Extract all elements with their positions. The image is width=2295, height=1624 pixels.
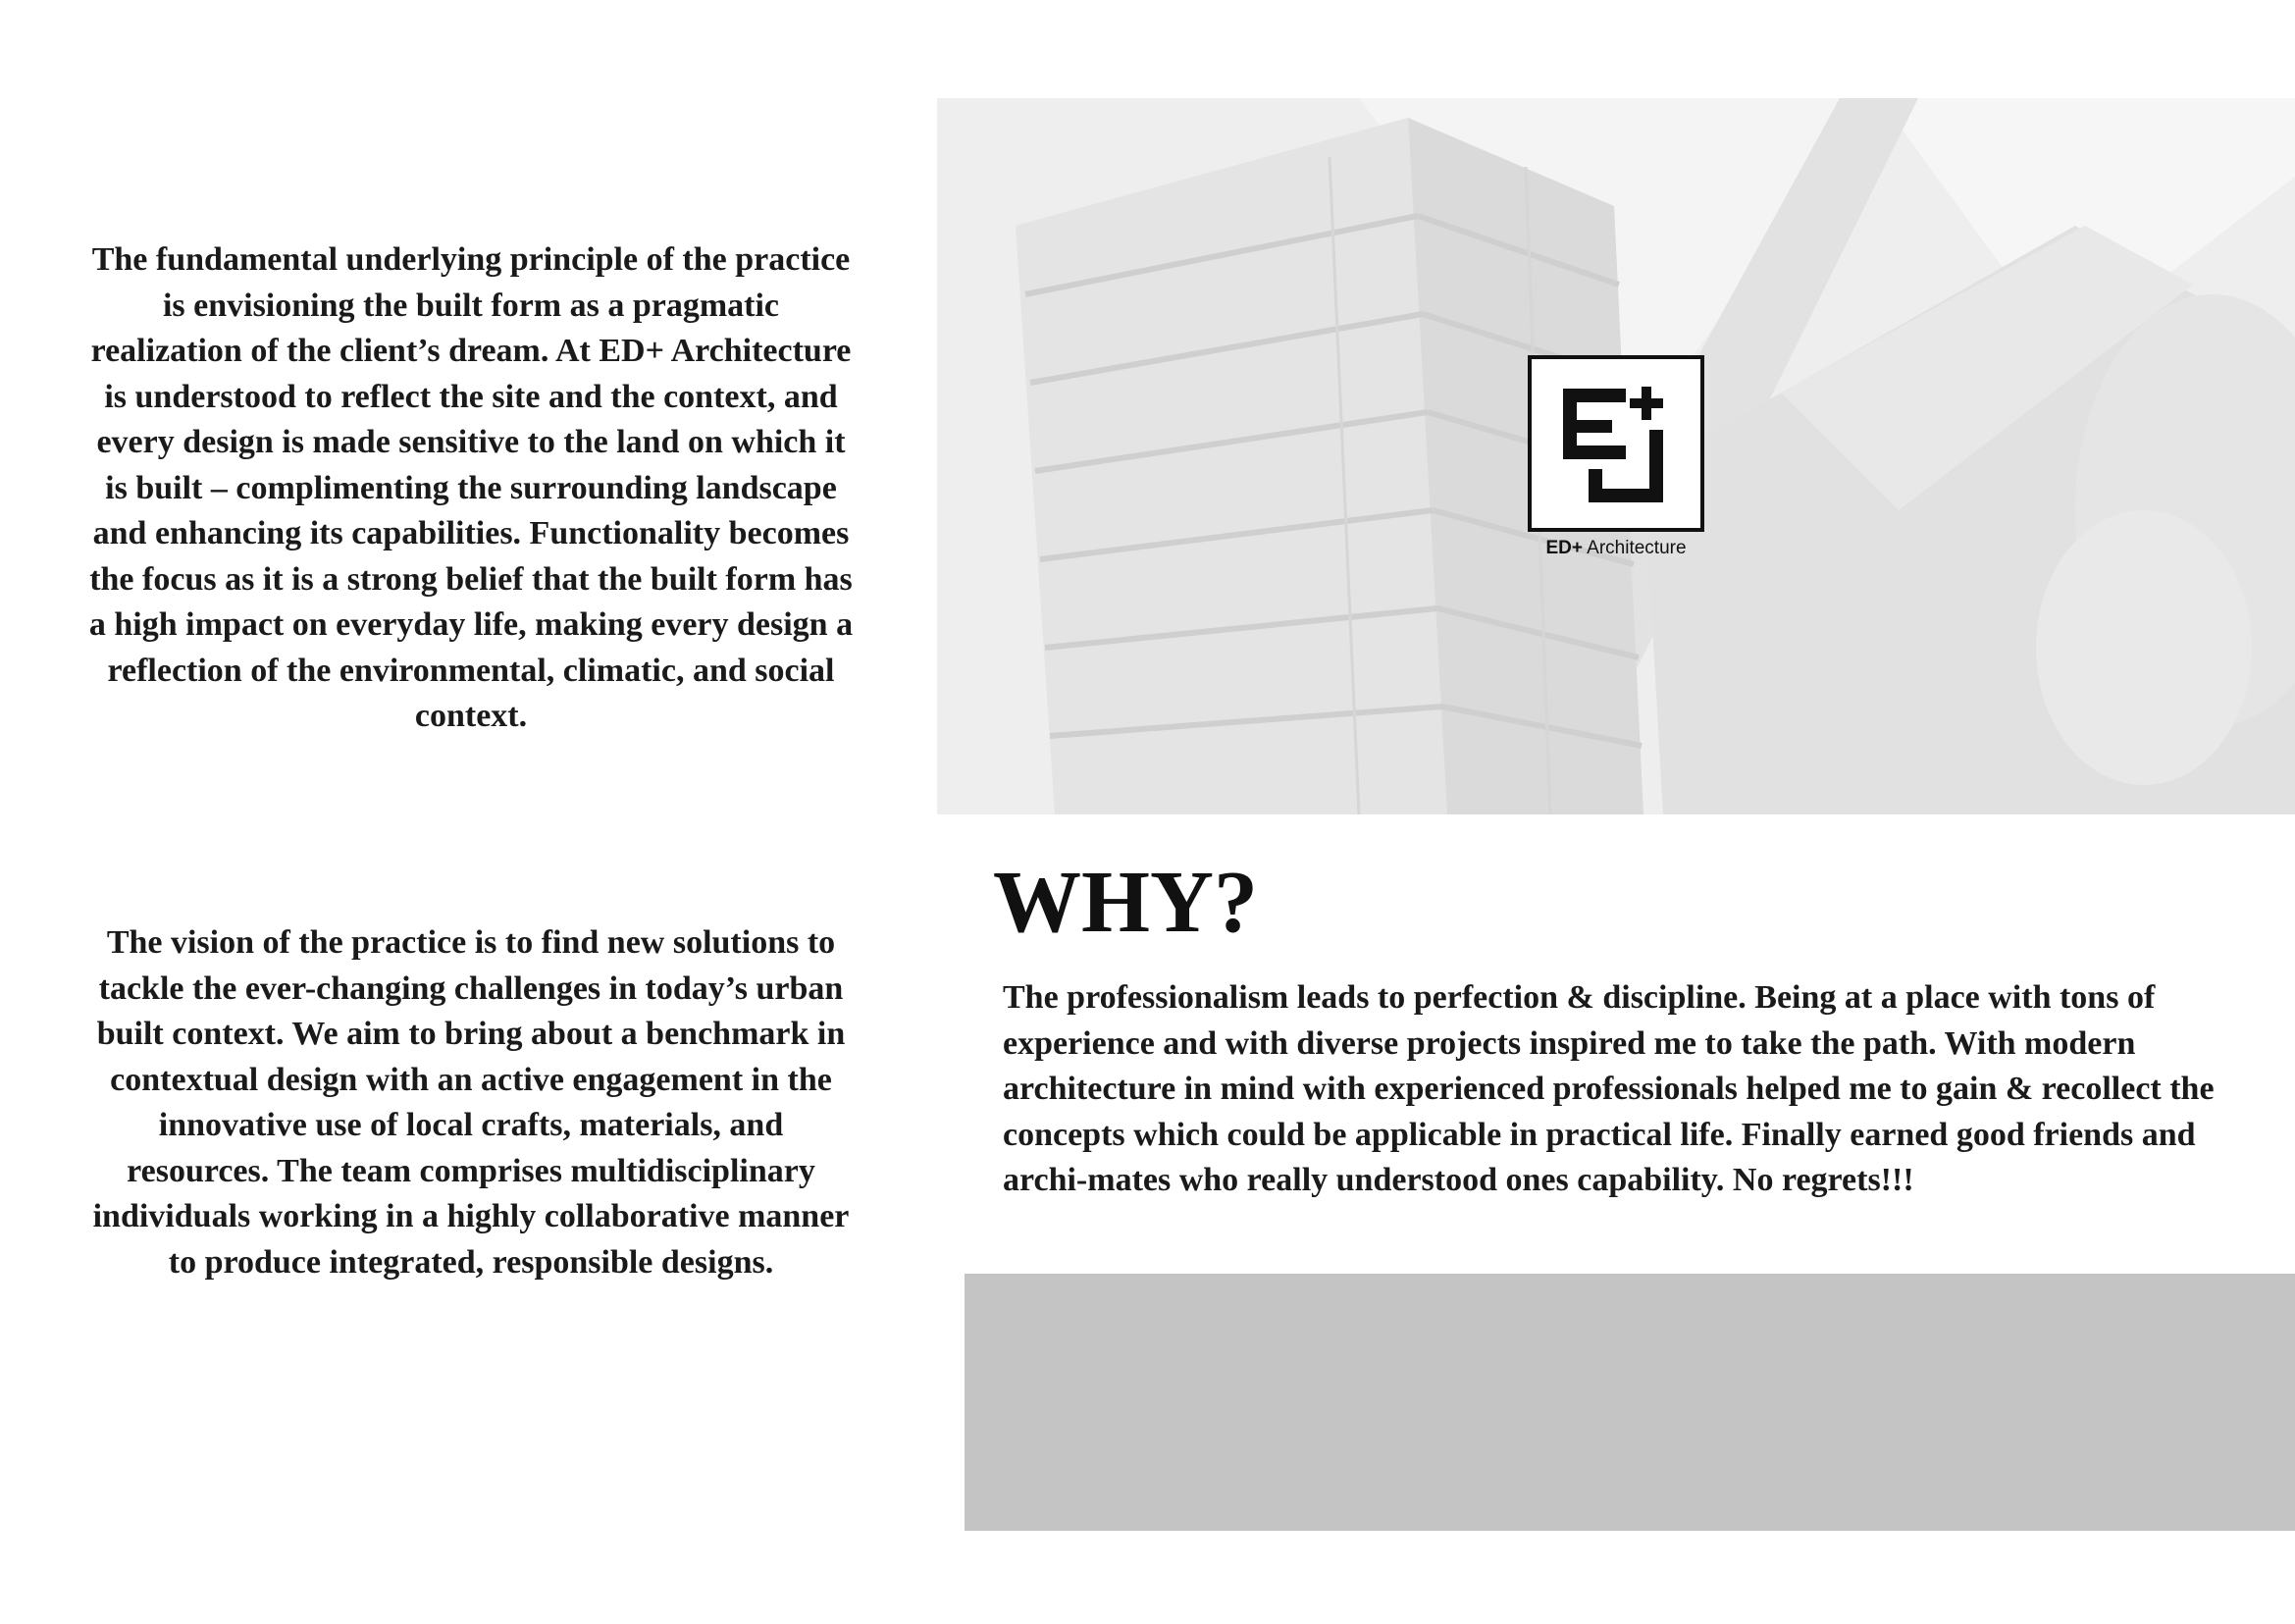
why-paragraph: The professionalism leads to perfection & discipline. Being at a place with tons of experience and with diverse projects inspired me to take the path. With modern architecture in mind with experienced professionals helped me to gain & recollect the concepts which could be applicable in practical life. Finally earned good friends and archi-mates who really understood ones capability. No regrets!!! [1003, 979, 2215, 1198]
intro-paragraph: The fundamental underlying principle of the practice is envisioning the built form as a pragmatic realization of the client’s dream. At ED+ Architecture is understood to reflect the site and the context, and every design is made sensitive to the land on which it is built – complimenting the surrounding landscape and enhancing its capabilities. Functionality becomes the focus as it is a strong belief that the built form has a high impact on everyday life, making every design a reflection of the environmental, climatic, and social context. [88, 241, 854, 734]
gray-block [965, 1274, 2295, 1531]
why-heading: WHY? [993, 854, 1258, 951]
ed-plus-logo-icon [1528, 355, 1704, 532]
logo-caption [1477, 538, 1755, 559]
vision-paragraph: The vision of the practice is to find new solutions to tackle the ever-changing challenges in today’s urban built context. We aim to bring about a benchmark in contextual design with an active engagement in the innovative use of local crafts, materials, and resources. The team comprises multidisciplinary individuals working in a highly collaborative manner to produce integrated, responsible designs. [92, 924, 850, 1281]
logo-suffix: Architecture [1587, 538, 1687, 558]
logo-brand: ED+ [1545, 538, 1583, 558]
